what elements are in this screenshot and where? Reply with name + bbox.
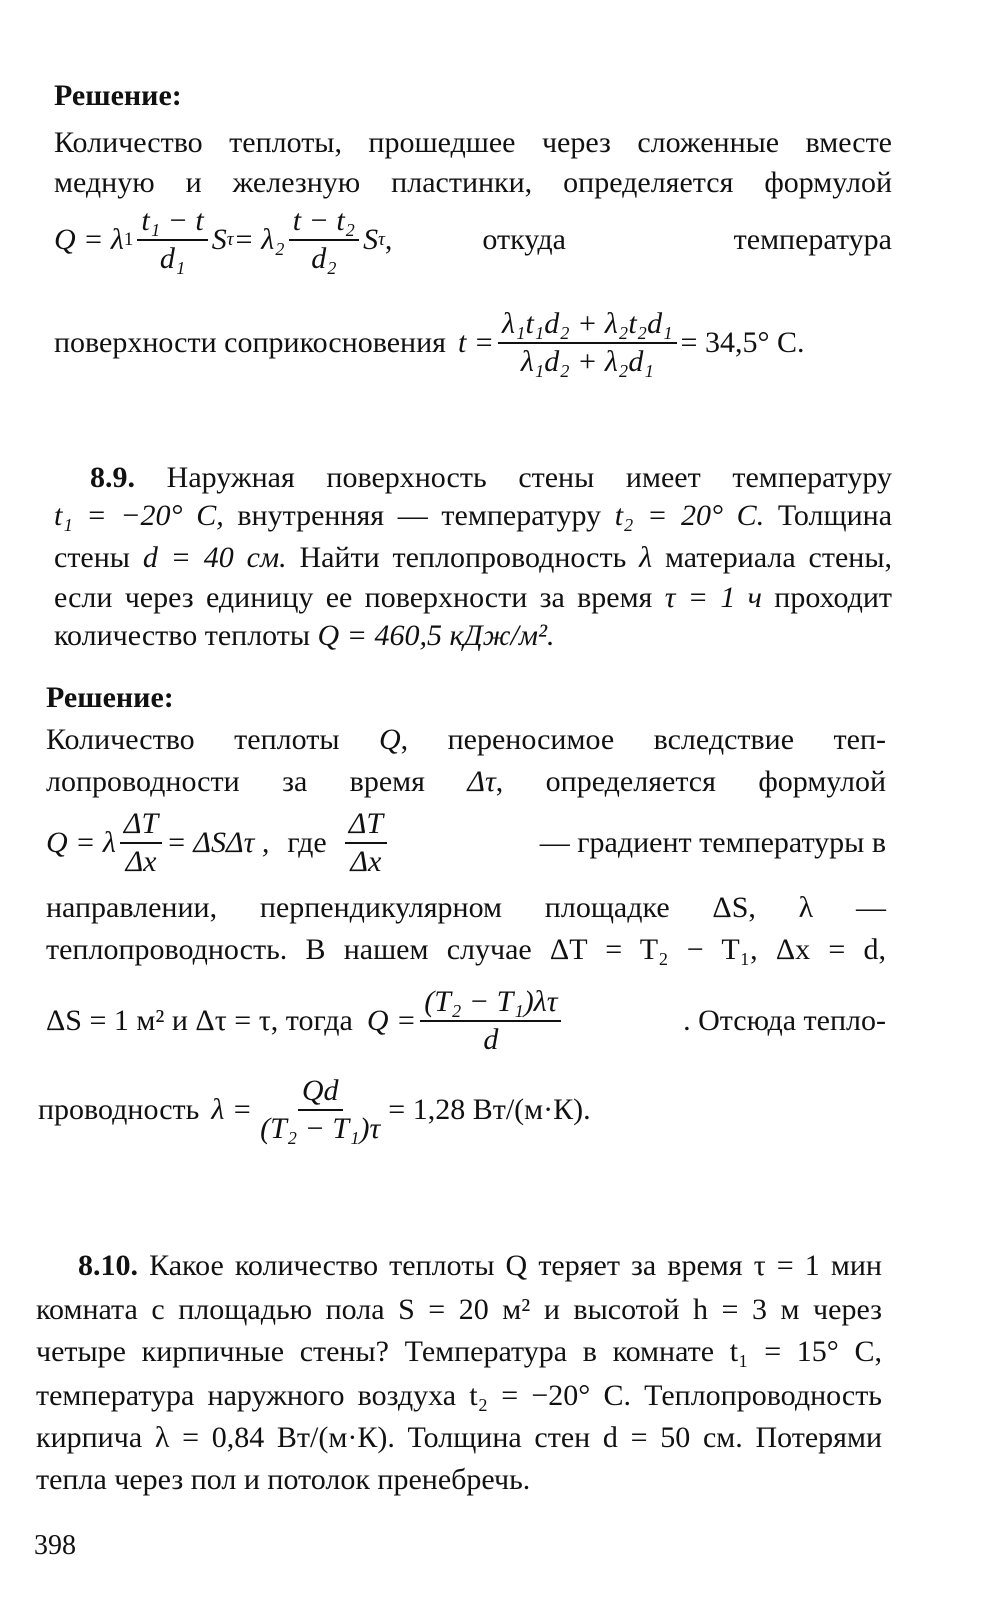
problem-8-10-line5: кирпича λ = 0,84 Вт/(м·К). Толщина стен d = 50 см. Потерями bbox=[36, 1421, 882, 1454]
problem-8-9-text-5: Найти теплопроводность bbox=[299, 541, 627, 574]
delta-tau: Δτ bbox=[467, 765, 496, 798]
problem-8-9-line2 bbox=[54, 498, 892, 534]
word-gde: где bbox=[287, 826, 327, 859]
fraction-2 bbox=[289, 205, 359, 275]
problem-8-10-line2: комната с площадью пола S = 20 м² и высотой h = 3 м через bbox=[36, 1293, 882, 1326]
fraction-lambda bbox=[256, 1075, 384, 1145]
problem-number-8-10: 8.10. bbox=[78, 1249, 138, 1282]
q-symbol: Q bbox=[378, 723, 401, 756]
solution2-line1 bbox=[46, 722, 886, 758]
fraction-lambda-numerator: Qd bbox=[298, 1075, 343, 1111]
problem-8-10-line4: температура наружного воздуха t₂ = −20° C. Теплопроводность bbox=[36, 1379, 882, 1412]
t-equals: t = bbox=[457, 326, 495, 359]
formula-q-plates: Q = λ 1 $\frac{\text{t₁ − t}}{\text{d₁}}$ S τ = λ₂ $\frac{\text{t − t₂}}{\text{d₂}}$ S τ , откуда температура bbox=[54, 204, 892, 275]
solution-heading-1: Решение: bbox=[54, 79, 182, 112]
problem-8-9-text-8: проходит bbox=[774, 581, 893, 614]
tau-value: τ = 1 ч bbox=[664, 581, 762, 614]
fourier-lhs: Q = λ bbox=[46, 826, 116, 859]
fraction-3-denominator: λ₁d₂ + λ₂d₁ bbox=[520, 345, 654, 378]
fraction-dt-dx-numerator: ΔT bbox=[120, 808, 162, 844]
problem-8-9-text-1: Наружная поверхность стены имеет температуру bbox=[166, 461, 892, 494]
lambda-symbol: λ bbox=[639, 541, 653, 574]
s-tau-1: S bbox=[211, 223, 227, 256]
problem-8-9-text-3: Толщина bbox=[777, 499, 893, 532]
solution1-line1: Количество теплоты, прошедшее через сложенные вместе bbox=[54, 126, 892, 159]
formula-q-lhs: Q = λ bbox=[54, 223, 124, 256]
solution1-line2: медную и железную пластинки, определяется формулой bbox=[54, 166, 892, 199]
problem-8-10-line3: четыре кирпичные стены? Температура в комнате t₁ = 15° C, bbox=[36, 1335, 882, 1368]
tau-subscript-2: τ bbox=[378, 229, 385, 250]
problem-number-8-9: 8.9. bbox=[90, 461, 135, 494]
result-34-5: = 34,5° C. bbox=[680, 326, 805, 359]
solution2-line2 bbox=[46, 764, 886, 800]
problem-8-9-line1 bbox=[54, 460, 892, 496]
fraction-dt-dx bbox=[120, 808, 162, 878]
fraction-2-numerator: t − t₂ bbox=[289, 205, 359, 241]
word-otkuda: откуда bbox=[482, 223, 566, 256]
fourier-rest: = ΔSΔτ , bbox=[166, 826, 270, 859]
formula-lambda bbox=[38, 1062, 591, 1158]
tau-subscript-1: τ bbox=[226, 229, 234, 250]
fraction-2-denominator: d₂ bbox=[311, 242, 337, 275]
t2-value: t₂ = 20° C. bbox=[614, 499, 765, 532]
sol2-text-4: , определяется формулой bbox=[495, 765, 887, 798]
surface-text: поверхности соприкосновения bbox=[54, 326, 446, 359]
solution2-line4: направлении, перпендикулярном площадке ΔS, λ — bbox=[46, 891, 886, 924]
problem-8-9-text-2: внутренняя — температуру bbox=[237, 499, 602, 532]
fraction-1-numerator: t₁ − t bbox=[137, 205, 207, 241]
gradient-text: — градиент температуры в bbox=[539, 826, 886, 859]
problem-8-9-text-6: материала стены, bbox=[665, 541, 892, 574]
formula-t-contact bbox=[54, 298, 804, 388]
sol2-text-1: Количество теплоты bbox=[46, 723, 340, 756]
fraction-gradient bbox=[345, 808, 387, 878]
formula-q-wall bbox=[46, 976, 886, 1066]
fraction-gradient-denominator: Δx bbox=[350, 845, 382, 878]
problem-8-10-line1 bbox=[36, 1248, 882, 1284]
q-value: Q = 460,5 кДж/м². bbox=[317, 619, 555, 652]
t1-value: t₁ = −20° C, bbox=[54, 499, 224, 532]
formula-mid: = λ₂ bbox=[233, 223, 285, 256]
fraction-lambda-denominator: (T₂ − T₁)τ bbox=[260, 1112, 381, 1145]
problem-8-9-line5 bbox=[54, 618, 554, 654]
word-provodnost: проводность bbox=[38, 1093, 200, 1126]
page-number: 398 bbox=[34, 1530, 76, 1561]
fraction-1 bbox=[137, 205, 207, 275]
q-wall-lhs: Q = bbox=[366, 1004, 417, 1037]
fraction-q-wall-denominator: d bbox=[483, 1023, 499, 1056]
problem-8-9-text-4: стены bbox=[54, 541, 130, 574]
problem-8-9-line4 bbox=[54, 580, 892, 616]
fraction-1-denominator: d₁ bbox=[159, 242, 186, 275]
problem-8-10-text-1: Какое количество теплоты Q теряет за время τ = 1 мин bbox=[149, 1249, 882, 1282]
word-temperatura: температура bbox=[733, 223, 892, 256]
solution-heading-2: Решение: bbox=[46, 681, 174, 714]
formula-comma: , bbox=[384, 223, 393, 256]
solution2-line5: теплопроводность. В нашем случае ΔT = T₂ − T₁, Δx = d, bbox=[46, 933, 886, 966]
fraction-q-wall-numerator: (T₂ − T₁)λτ bbox=[420, 986, 561, 1022]
fraction-q-wall bbox=[420, 986, 561, 1056]
lambda-result: = 1,28 Вт/(м·К). bbox=[388, 1093, 591, 1126]
fraction-dt-dx-denominator: Δx bbox=[125, 845, 157, 878]
lambda-lhs: λ = bbox=[211, 1093, 253, 1126]
problem-8-9-text-9: количество теплоты bbox=[54, 619, 311, 652]
problem-8-10-line6: тепла через пол и потолок пренебречь. bbox=[36, 1463, 531, 1496]
problem-8-9-text-7: если через единицу ее поверхности за время bbox=[54, 581, 653, 614]
fraction-3-numerator: λ₁t₁d₂ + λ₂t₂d₁ bbox=[498, 308, 676, 344]
sol2-otsyuda: . Отсюда тепло- bbox=[683, 1004, 886, 1037]
formula-fourier bbox=[46, 800, 886, 886]
s-tau-2: S bbox=[363, 223, 379, 256]
sol2-text-3: лопроводности за время bbox=[46, 765, 425, 798]
sol2-conditions: ΔS = 1 м² и Δτ = τ, тогда bbox=[46, 1004, 353, 1037]
fraction-gradient-numerator: ΔT bbox=[345, 808, 387, 844]
d-value: d = 40 см. bbox=[142, 541, 287, 574]
sol2-text-2: , переносимое вследствие теп- bbox=[400, 723, 886, 756]
fraction-3 bbox=[498, 308, 676, 378]
problem-8-9-line3 bbox=[54, 540, 892, 576]
